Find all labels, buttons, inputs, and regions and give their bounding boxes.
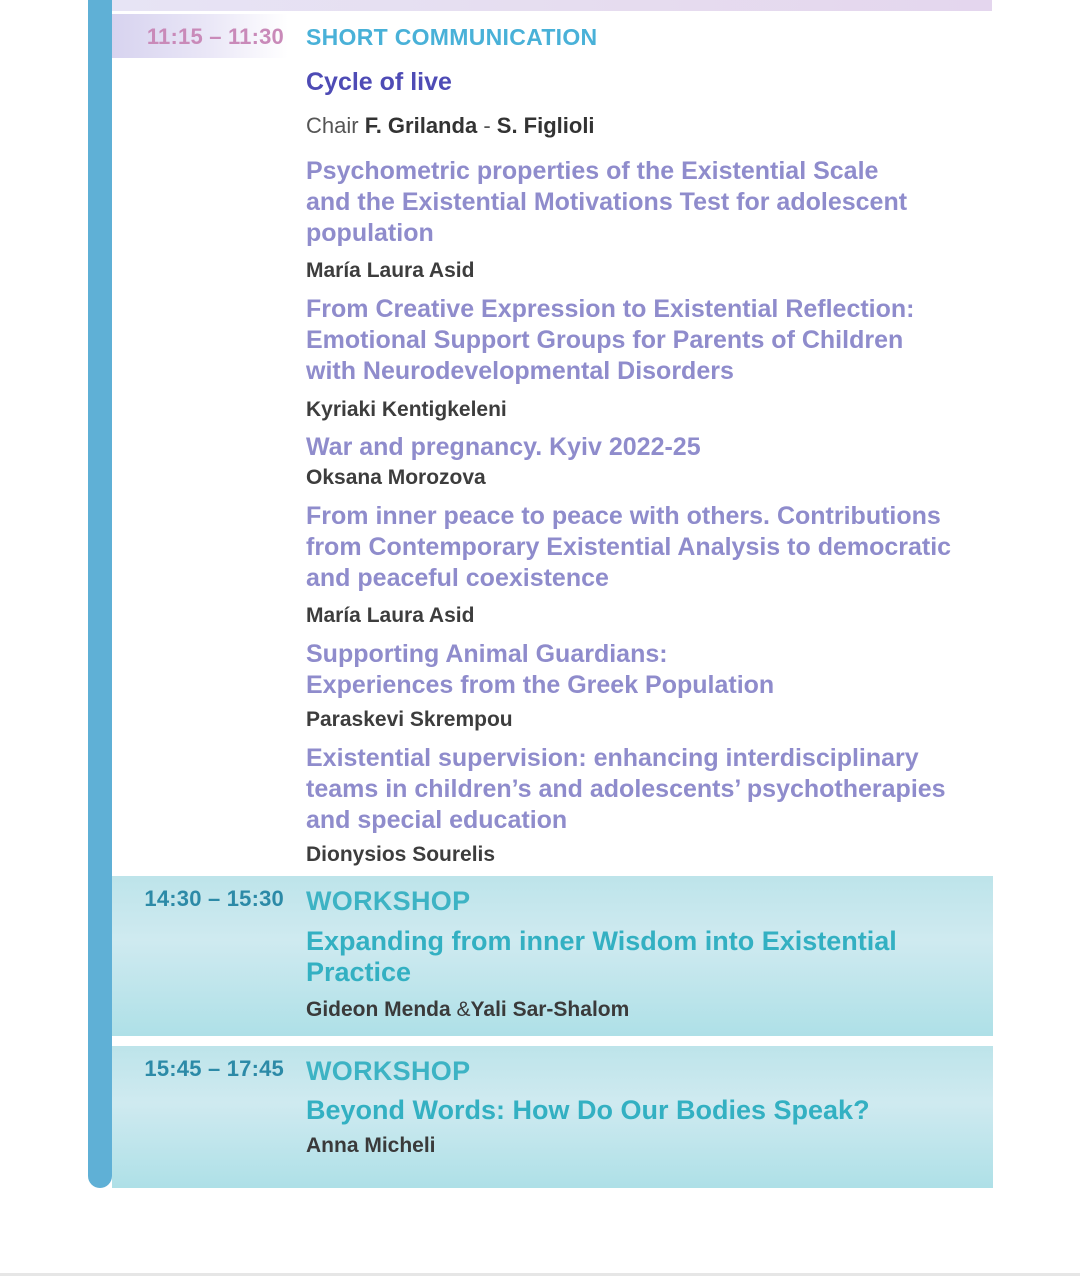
talk-title xyxy=(306,294,996,387)
workshop-authors xyxy=(306,998,996,1022)
talk-title xyxy=(306,639,996,701)
chair-label: Chair xyxy=(306,113,359,138)
talk-author: Kyriaki Kentigkeleni xyxy=(306,398,507,421)
workshop-title xyxy=(306,926,996,988)
author-name: Gideon Menda xyxy=(306,998,451,1021)
session-chairs xyxy=(306,113,996,139)
talk-title-line: Emotional Support Groups for Parents of Children xyxy=(306,326,904,354)
talk-author: María Laura Asid xyxy=(306,259,475,282)
talk-title-line: from Contemporary Existential Analysis to democratic xyxy=(306,533,952,561)
talk-title-line: with Neurodevelopmental Disorders xyxy=(306,357,734,385)
author-separator: & xyxy=(456,998,471,1021)
talk-title xyxy=(306,743,996,836)
talk-author: Paraskevi Skrempou xyxy=(306,708,513,731)
session-type-label: SHORT COMMUNICATION xyxy=(306,24,598,50)
talk-title-line: teams in children’s and adolescents’ psychotherapies xyxy=(306,775,946,803)
author-name: Yali Sar-Shalom xyxy=(470,998,630,1021)
chair-name: F. Grilanda xyxy=(364,113,478,138)
talk-title-line: Psychometric properties of the Existential Scale xyxy=(306,157,879,185)
talk-title-line: and peaceful coexistence xyxy=(306,564,609,592)
chair-name: S. Figlioli xyxy=(496,113,595,138)
talk-title xyxy=(306,432,996,463)
talk-title-line: Existential supervision: enhancing interdisciplinary xyxy=(306,744,919,772)
session-time: 11:15 – 11:30 xyxy=(146,24,284,49)
talk-title-line: From Creative Expression to Existential Reflection: xyxy=(306,295,915,323)
workshop-author: Anna Micheli xyxy=(306,1134,436,1157)
session-time: 15:45 – 17:45 xyxy=(144,1056,284,1081)
top-divider xyxy=(112,0,992,11)
talk-author: María Laura Asid xyxy=(306,604,475,627)
talk-title-line: and the Existential Motivations Test for adolescent xyxy=(306,188,908,216)
session-title: Cycle of live xyxy=(306,68,452,96)
talk-author: Dionysios Sourelis xyxy=(306,843,496,866)
session-time: 14:30 – 15:30 xyxy=(144,886,284,911)
talk-title-line: population xyxy=(306,219,434,247)
band-divider xyxy=(112,1036,993,1046)
talk-title xyxy=(306,156,996,249)
talk-title-line: War and pregnancy. Kyiv 2022-25 xyxy=(306,433,701,461)
workshop-title: Beyond Words: How Do Our Bodies Speak? xyxy=(306,1095,870,1125)
chair-separator: - xyxy=(483,113,491,138)
session-type-label: WORKSHOP xyxy=(306,886,471,916)
workshop-title-line: Expanding from inner Wisdom into Existential xyxy=(306,926,897,956)
talk-author: Oksana Morozova xyxy=(306,466,486,489)
talk-title xyxy=(306,501,996,594)
timeline-rail xyxy=(88,0,112,1188)
session-type-label: WORKSHOP xyxy=(306,1056,471,1086)
talk-title-line: Supporting Animal Guardians: xyxy=(306,640,668,668)
talk-title-line: Experiences from the Greek Population xyxy=(306,671,775,699)
workshop-title-line: Practice xyxy=(306,957,412,987)
talk-title-line: From inner peace to peace with others. Contributions xyxy=(306,502,941,530)
talk-title-line: and special education xyxy=(306,806,568,834)
